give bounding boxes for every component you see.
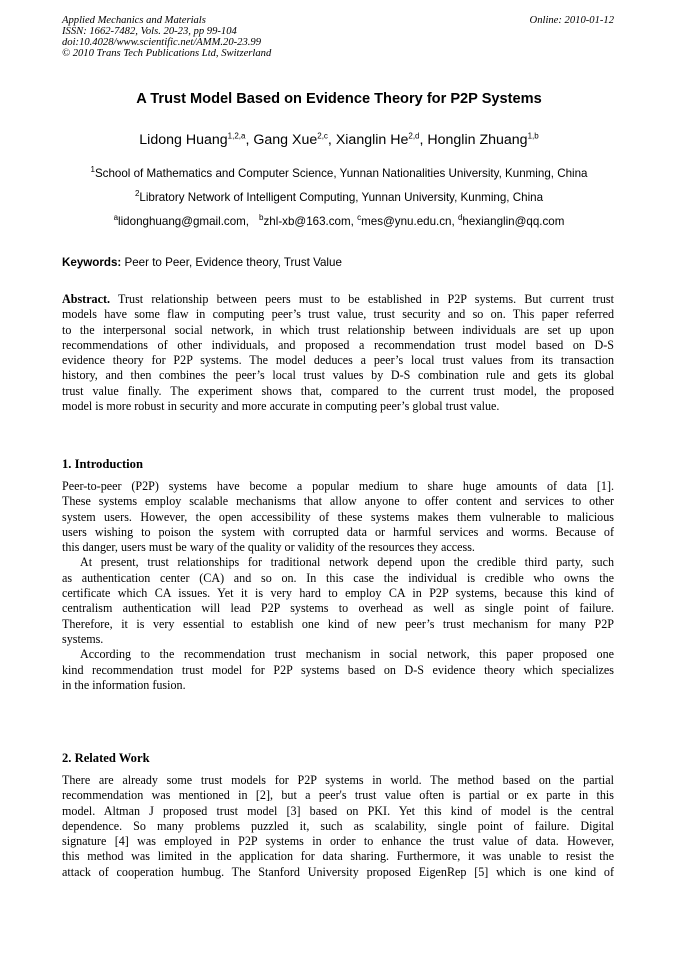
section-body-introduction [62,479,614,693]
abstract-line: evidence theory for P2P systems. The model deduces a peer’s local trust values from its transaction [62,353,614,368]
journal-header [62,15,271,59]
abstract-line: to the interpersonal social network, in which trust relationship between individuals are set up upon [62,322,614,337]
body-line: Peer-to-peer (P2P) systems have become a popular medium to share huge amounts of data [1]. [62,479,614,493]
body-line: model. Altman J proposed trust model [3] based on PKI. Yet this kind of model is the central [62,803,614,818]
email-list [0,215,678,228]
affiliation-1 [0,167,678,180]
email-sup: d [457,213,463,223]
online-date: Online: 2010-01-12 [529,15,614,26]
affiliation-text: School of Mathematics and Computer Science, Yunnan Nationalities University, Kunming, China [94,167,588,180]
body-line: There are already some trust models for P2P systems in world. The method based on the partial [62,773,614,787]
body-line: recommendation was mentioned in [2], but a peer's trust value often is partial or ex parte in this [62,788,614,803]
keywords [62,256,342,269]
author-sup: 2,d [408,131,420,141]
abstract-line: history, and then combines the peer’s local trust values by D-S combination rule and gets its global [62,368,614,383]
author-sup: 1,2,a [227,131,246,141]
author-name: Lidong Huang [139,132,228,148]
body-line: kind recommendation trust model for P2P systems based on D-S evidence theory which specializes [62,662,614,677]
body-line: At present, trust relationships for traditional network depend upon the credible third party, such [80,555,614,570]
abstract-line: recommendations of other individuals, and proposed a recommendation trust model based on D-S [62,337,614,352]
body-line: system users. However, the open accessibility of these systems makes them vulnerable to malicious [62,509,614,524]
body-line: this danger, users must be wary of the quality or validity of the resources they access. [62,540,475,555]
email-address: mes@ynu.edu.cn, [361,215,458,228]
author-name: Honglin Zhuang [427,132,528,148]
author-sep: , [245,132,254,148]
abstract-label: Abstract. [62,292,111,306]
body-line: These systems employ scalable mechanisms that allow anyone to offer content and services to other [62,494,614,509]
author-list [0,132,678,148]
affiliation-sup: 2 [134,189,140,199]
author-name: Gang Xue [253,132,318,148]
body-line: According to the recommendation trust mechanism in social network, this paper proposed one [80,647,614,662]
author-sup: 2,c [317,131,328,141]
body-line: signature [4] was employed in P2P systems in order to enhance the trust value of data. However, [62,834,614,849]
email-address: hexianglin@qq.com [462,215,565,228]
abstract-line: model is more robust in security and more accurate in computing peer’s global trust value. [62,399,500,414]
email-address: lidonghuang@gmail.com, [118,215,250,228]
issn-line: ISSN: 1662-7482, Vols. 20-23, pp 99-104 [62,26,237,37]
body-line: centralism authentication will lead P2P systems to overhead as well as single point of failure. [62,601,614,616]
body-line: certificate which CA issues. Yet it is very hard to employ CA in P2P systems, because this kind of [62,586,614,601]
copyright-line: © 2010 Trans Tech Publications Ltd, Switzerland [62,48,272,59]
author-sep: , [419,132,428,148]
author-sep: , [327,132,336,148]
email-sup: c [357,213,362,223]
email-sup: a [113,213,119,223]
paper-title: A Trust Model Based on Evidence Theory for P2P Systems [136,91,542,107]
body-line: attack of cooperation humbug. The Stanford University proposed EigenRep [5] which is one kind of [62,864,614,879]
author-sup: 1,b [527,131,539,141]
abstract-line: models have some flaw in computing peer’s trust value, trust security and so on. This paper referred [62,307,614,322]
keywords-label: Keywords: [62,256,122,269]
email-sup: b [259,213,264,223]
body-line: users wishing to poison the system with corrupted data or harmful services and worms. Because of [62,524,614,539]
body-line: in the information fusion. [62,677,186,692]
affiliation-text: Libratory Network of Intelligent Computing, Yunnan University, Kunming, China [139,191,544,204]
abstract-line: trust value finally. The experiment shows that, compared to the current trust model, the proposed [62,383,614,398]
body-line: this method was limited in the application for data sharing. Furthermore, it was unable to resist the [62,849,614,864]
body-line: Therefore, it is very essential to establish one kind of new peer’s trust mechanism for many P2P [62,616,614,631]
body-line: as authentication center (CA) and so on. In this case the individual is credible who owns the [62,570,614,585]
body-line: systems. [62,631,104,646]
affiliation-2 [0,191,678,204]
body-line: dependence. So many problems puzzled it, such as scalability, single point of failure. Digital [62,818,614,833]
section-heading-related-work: 2. Related Work [62,751,150,765]
section-heading-introduction: 1. Introduction [62,457,143,471]
keywords-text: Peer to Peer, Evidence theory, Trust Value [121,256,342,269]
abstract-line: Abstract. Trust relationship between peers must to be established in P2P systems. But current trust [62,292,614,306]
affiliation-sup: 1 [90,165,95,175]
author-name: Xianglin He [335,132,409,148]
journal-name: Applied Mechanics and Materials [62,15,206,26]
section-body-related-work [62,773,614,880]
email-address: zhl-xb@163.com, [263,215,358,228]
doi-line: doi:10.4028/www.scientific.net/AMM.20-23.99 [62,37,261,48]
abstract [62,292,614,414]
